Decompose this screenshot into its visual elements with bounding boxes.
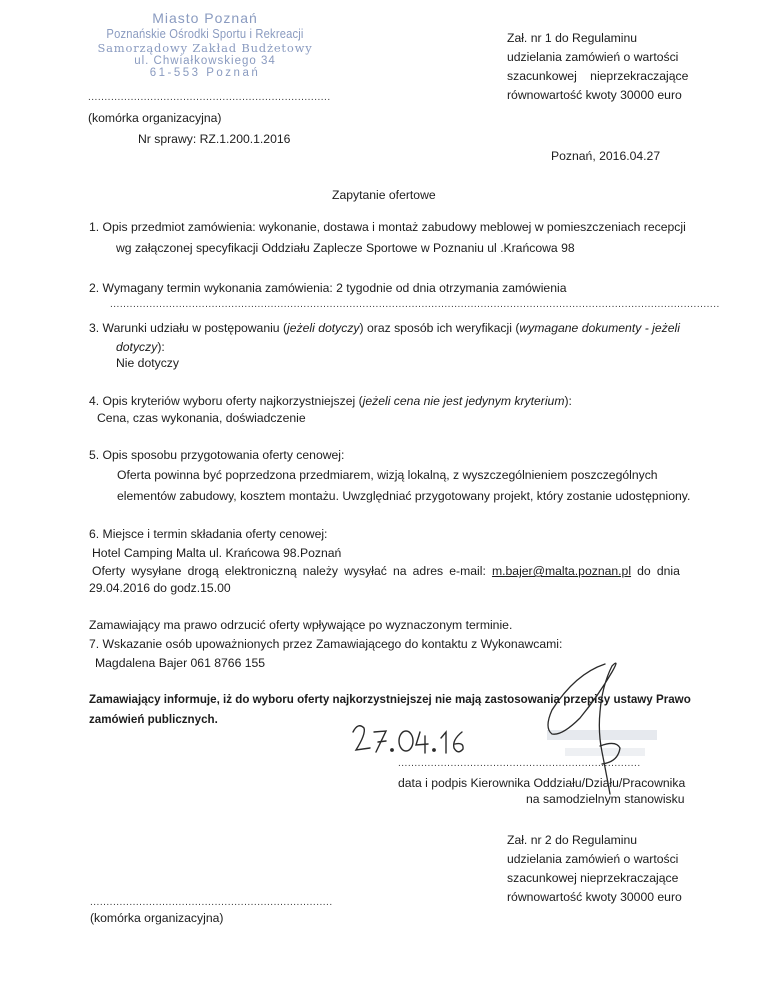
attachment-note — [507, 29, 688, 105]
stamp-line: 61-553 Poznań — [149, 67, 261, 79]
text: jeżeli cena nie jest jedynym kryterium — [362, 394, 565, 408]
section-7-line: 7. Wskazanie osób upoważnionych przez Zamawiającego do kontaktu z Wykonawcami: — [89, 637, 563, 651]
word: wysyłać — [344, 564, 387, 578]
attachment-note-2 — [507, 831, 682, 907]
attachment-line: Zał. nr 1 do Regulaminu — [507, 31, 638, 45]
unit-dots: .......................................................................... — [88, 92, 331, 103]
section-3-line — [89, 320, 680, 336]
word: e-mail: — [449, 564, 486, 578]
attachment-line: równowartość kwoty 30000 euro — [507, 890, 682, 904]
public-procurement-notice: zamówień publicznych. — [89, 713, 218, 726]
section-6-line: 29.04.2016 do godz.15.00 — [89, 581, 231, 595]
section-6-line: Hotel Camping Malta ul. Krańcowa 98.Poznań — [92, 546, 342, 560]
text: wymagane dokumenty - jeżeli — [519, 321, 680, 335]
section-2-dots: .......................................................................................................................................................................................... — [110, 299, 720, 310]
word: wysyłane — [131, 564, 182, 578]
section-3-line — [116, 339, 165, 355]
attachment-line: szacunkowej nieprzekraczające — [507, 871, 679, 885]
section-6-email-line — [92, 563, 680, 579]
signature-caption: na samodzielnym stanowisku — [526, 792, 685, 806]
section-6-line: 6. Miejsce i termin składania oferty cenowej: — [89, 527, 328, 541]
section-1-line: wg załączonej specyfikacji Oddziału Zaplecze Sportowe w Poznaniu ul .Krańcowa 98 — [116, 241, 575, 255]
public-procurement-notice: Zamawiający informuje, iż do wyboru oferty najkorzystniejszej nie mają zastosowania przepisy ustawy Prawo — [89, 693, 691, 706]
section-5-line: 5. Opis sposobu przygotowania oferty cenowej: — [89, 448, 345, 462]
stamp-line: Miasto Poznań — [152, 10, 258, 26]
case-number: Nr sprawy: RZ.1.200.1.2016 — [138, 132, 291, 146]
word: adres — [412, 564, 444, 578]
text: 4. Opis kryteriów wyboru oferty najkorzystniejszej ( — [89, 394, 363, 408]
handwritten-date-icon — [353, 726, 463, 753]
section-3-answer: Nie dotyczy — [116, 356, 179, 370]
document-title: Zapytanie ofertowe — [332, 188, 436, 202]
word: na — [392, 564, 407, 578]
attachment-line: równowartość kwoty 30000 euro — [507, 88, 682, 102]
unit-label: (komórka organizacyjna) — [90, 911, 224, 925]
section-4-answer: Cena, czas wykonania, doświadczenie — [97, 411, 306, 425]
word: do — [637, 564, 651, 578]
word: należy — [302, 564, 339, 578]
text: 3. Warunki udziału w postępowaniu ( — [89, 321, 288, 335]
text: jeżeli dotyczy — [287, 321, 360, 335]
attachment-line: udzielania zamówień o wartości — [507, 50, 679, 64]
section-4-line — [89, 393, 572, 409]
text: ): — [157, 340, 165, 354]
email-link[interactable]: m.bajer@malta.poznan.pl — [491, 564, 632, 578]
section-2-line: 2. Wymagany termin wykonania zamówienia: 2 tygodnie od dnia otrzymania zamówienia — [89, 281, 567, 295]
attachment-line: szacunkowej nieprzekraczające — [507, 69, 689, 83]
word: elektroniczną — [224, 564, 297, 578]
unit-label: (komórka organizacyjna) — [88, 111, 222, 125]
word: drogą — [187, 564, 219, 578]
stamp-line: Poznańskie Ośrodki Sportu i Rekreacji — [106, 26, 304, 41]
text: ) oraz sposób ich weryfikacji ( — [359, 321, 520, 335]
word: Oferty — [92, 564, 126, 578]
section-5-line: elementów zabudowy, kosztem montażu. Uwzględniać przygotowany projekt, który zostanie udostępniony. — [117, 489, 691, 503]
word: dnia — [656, 564, 680, 578]
organization-stamp — [90, 10, 320, 79]
section-5-line: Oferta powinna być poprzedzona przedmiarem, wizją lokalną, z wyszczególnieniem poszczególnych — [117, 468, 658, 482]
stamp-line: Samorządowy Zakład Budżetowy — [97, 41, 313, 55]
attachment-line: udzielania zamówień o wartości — [507, 852, 679, 866]
signature-dots: .......................................................................... — [398, 758, 641, 769]
text: ): — [564, 394, 572, 408]
stamp-line: ul. Chwiałkowskiego 34 — [134, 55, 276, 67]
text: dotyczy — [116, 340, 158, 354]
signature-caption: data i podpis Kierownika Oddziału/Działu/Pracownika — [398, 776, 686, 790]
section-7-line: Magdalena Bajer 061 8766 155 — [95, 656, 266, 670]
section-1-line: 1. Opis przedmiot zamówienia: wykonanie, dostawa i montaż zabudowy meblowej w pomieszczeniach recepcji — [89, 220, 686, 234]
reject-note: Zamawiający ma prawo odrzucić oferty wpływające po wyznaczonym terminie. — [89, 618, 513, 632]
place-date: Poznań, 2016.04.27 — [551, 149, 661, 163]
unit-dots: .......................................................................... — [90, 897, 333, 908]
attachment-line: Zał. nr 2 do Regulaminu — [507, 833, 638, 847]
